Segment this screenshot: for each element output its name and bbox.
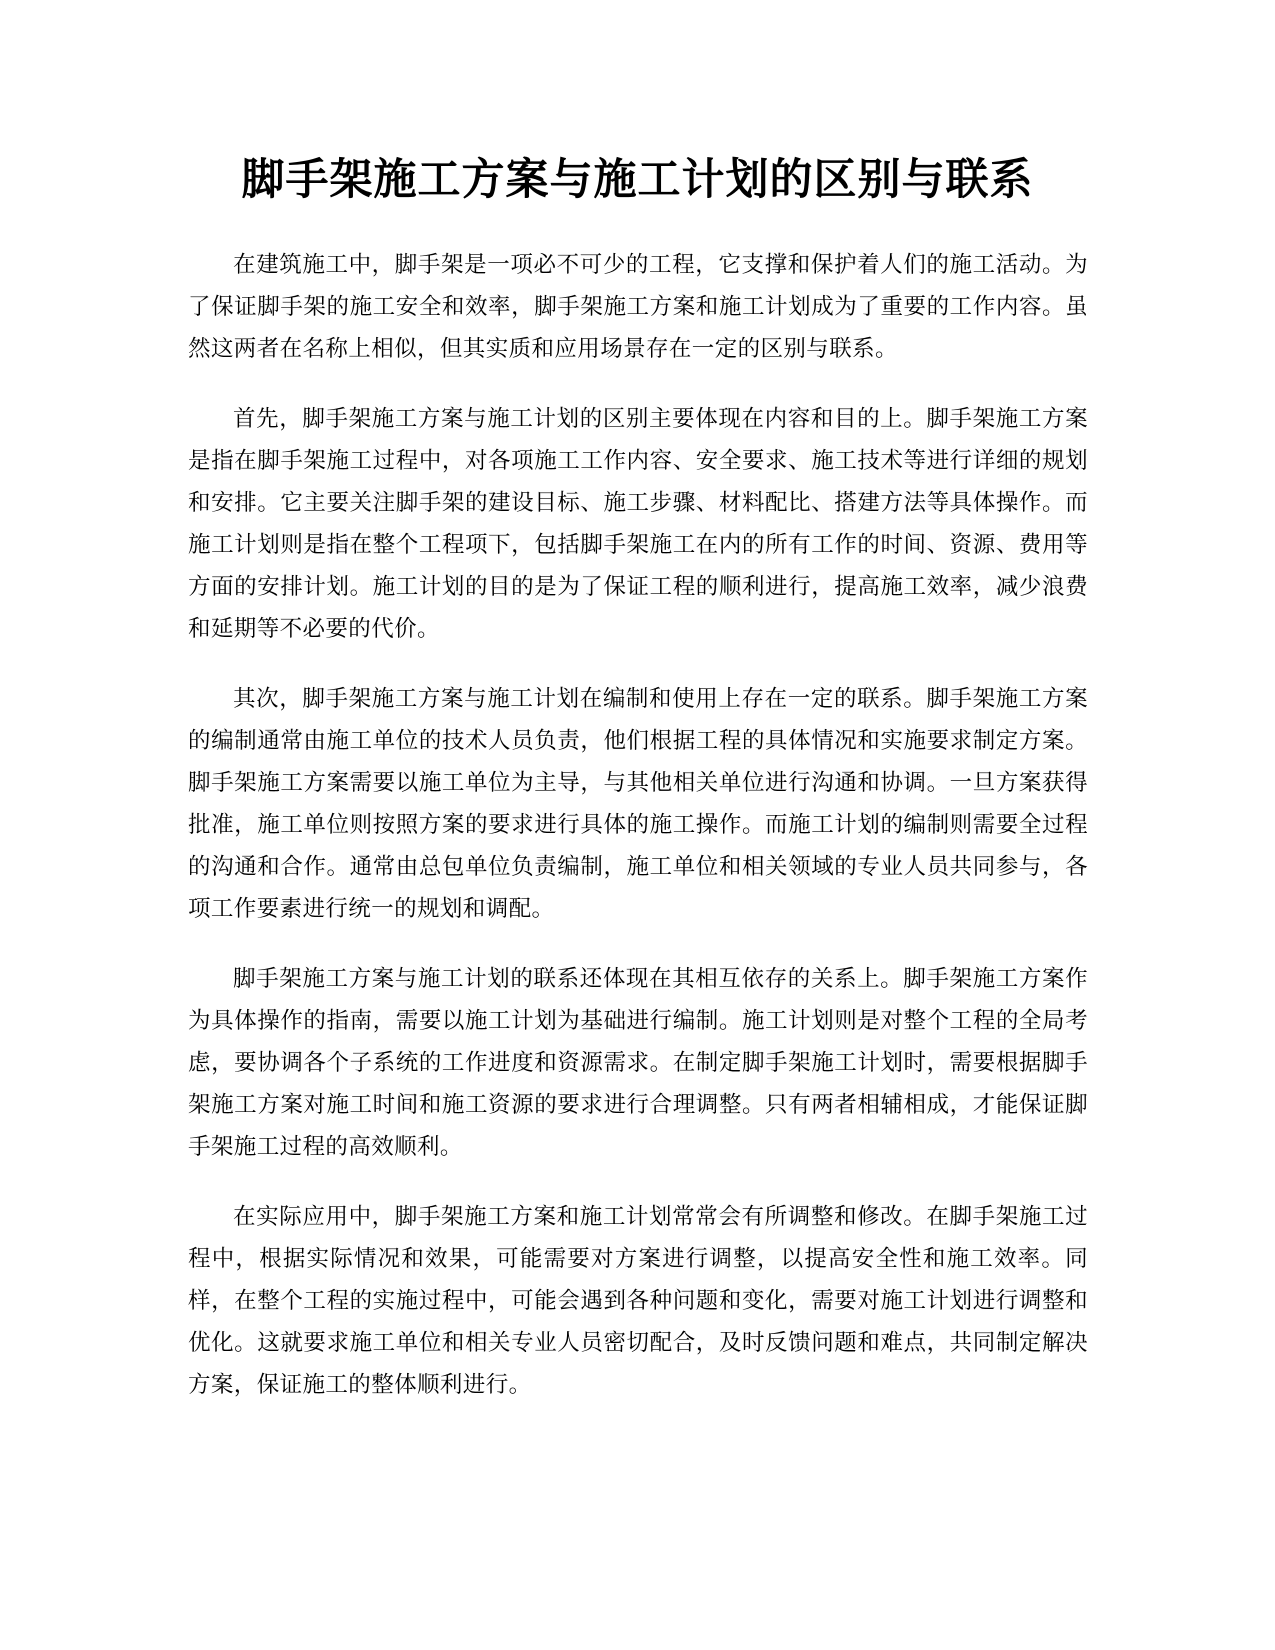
paragraph-2: 首先，脚手架施工方案与施工计划的区别主要体现在内容和目的上。脚手架施工方案是指在脚手架施工过程中，对各项施工工作内容、安全要求、施工技术等进行详细的规划和安排。它主要关注脚手架的建设目标、施工步骤、材料配比、搭建方法等具体操作。而施工计划则是指在整个工程项下，包括脚手架施工在内的所有工作的时间、资源、费用等方面的安排计划。施工计划的目的是为了保证工程的顺利进行，提高施工效率，减少浪费和延期等不必要的代价。: [188, 406, 1088, 642]
paragraph-3: 其次，脚手架施工方案与施工计划在编制和使用上存在一定的联系。脚手架施工方案的编制通常由施工单位的技术人员负责，他们根据工程的具体情况和实施要求制定方案。脚手架施工方案需要以施工单位为主导，与其他相关单位进行沟通和协调。一旦方案获得批准，施工单位则按照方案的要求进行具体的施工操作。而施工计划的编制则需要全过程的沟通和合作。通常由总包单位负责编制，施工单位和相关领域的专业人员共同参与，各项工作要素进行统一的规划和调配。: [188, 686, 1088, 922]
paragraph-4: 脚手架施工方案与施工计划的联系还体现在其相互依存的关系上。脚手架施工方案作为具体操作的指南，需要以施工计划为基础进行编制。施工计划则是对整个工程的全局考虑，要协调各个子系统的工作进度和资源需求。在制定脚手架施工计划时，需要根据脚手架施工方案对施工时间和施工资源的要求进行合理调整。只有两者相辅相成，才能保证脚手架施工过程的高效顺利。: [188, 966, 1088, 1160]
document-body: [188, 244, 1088, 1434]
paragraph-5: 在实际应用中，脚手架施工方案和施工计划常常会有所调整和修改。在脚手架施工过程中，根据实际情况和效果，可能需要对方案进行调整，以提高安全性和施工效率。同样，在整个工程的实施过程中，可能会遇到各种问题和变化，需要对施工计划进行调整和优化。这就要求施工单位和相关专业人员密切配合，及时反馈问题和难点，共同制定解决方案，保证施工的整体顺利进行。: [188, 1204, 1088, 1398]
document-title: 脚手架施工方案与施工计划的区别与联系: [241, 155, 1034, 205]
paragraph-1: 在建筑施工中，脚手架是一项必不可少的工程，它支撑和保护着人们的施工活动。为了保证脚手架的施工安全和效率，脚手架施工方案和施工计划成为了重要的工作内容。虽然这两者在名称上相似，但其实质和应用场景存在一定的区别与联系。: [188, 252, 1088, 362]
